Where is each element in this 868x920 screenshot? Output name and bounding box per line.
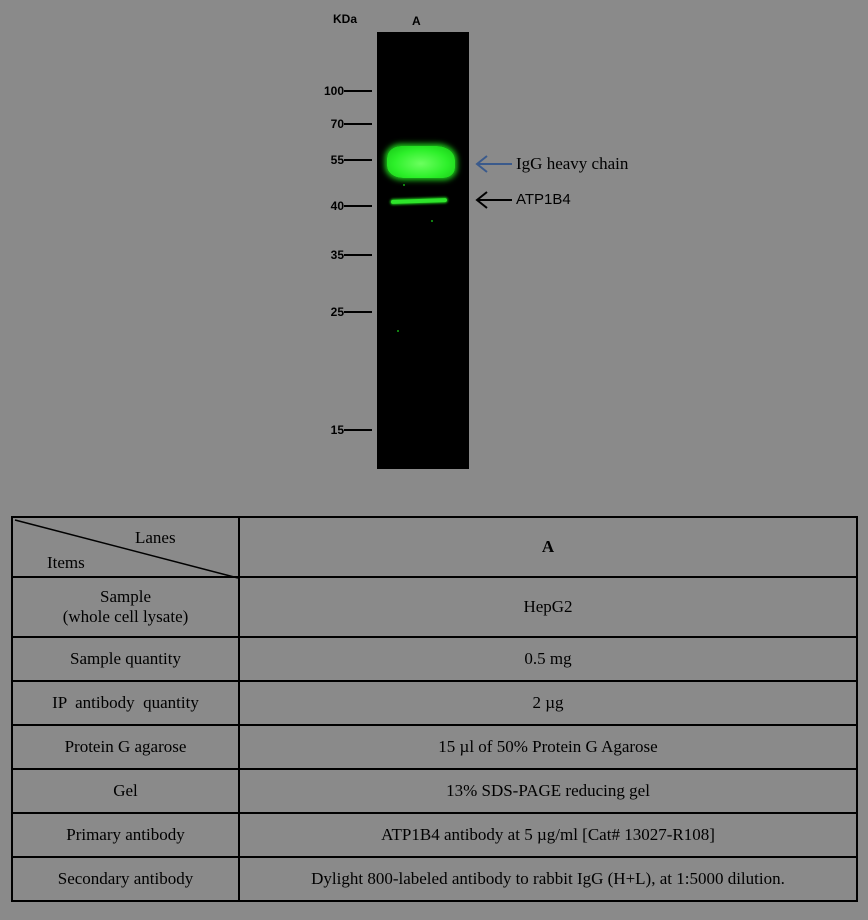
table-header-row [12,517,857,577]
marker-label: 25 [330,305,344,319]
row-item: Gel [12,769,239,813]
table-row [12,637,857,681]
lanes-items-header [12,517,239,577]
row-value: ATP1B4 antibody at 5 µg/ml [Cat# 13027-R108] [239,813,857,857]
lanes-header: Lanes [135,528,176,547]
lane-a-header: A [239,517,857,577]
marker-70 [300,117,372,131]
marker-25 [300,305,372,319]
kda-unit-label: KDa [333,12,358,26]
igg-heavy-chain-band [387,146,455,178]
lane-a-label: A [412,14,421,28]
marker-tick [344,123,372,125]
row-item: IP antibody quantity [12,681,239,725]
marker-40 [300,199,372,213]
row-value: Dylight 800-labeled antibody to rabbit IgG (H+L), at 1:5000 dilution. [239,857,857,901]
marker-label: 100 [323,84,344,98]
row-item-line: Sample [100,587,151,606]
items-header: Items [47,553,85,572]
heavy-chain-label: IgG heavy chain [516,154,629,173]
row-item: Protein G agarose [12,725,239,769]
arrow-left-icon [474,154,514,174]
row-value: 0.5 mg [239,637,857,681]
marker-100 [300,84,372,98]
marker-55 [300,153,372,167]
marker-tick [344,205,372,207]
membrane-speck [397,330,399,332]
marker-label: 15 [330,423,344,437]
marker-label: 40 [330,199,344,213]
row-value: 2 µg [239,681,857,725]
marker-tick [344,429,372,431]
marker-tick [344,90,372,92]
marker-tick [344,254,372,256]
row-item: Secondary antibody [12,857,239,901]
row-value: 13% SDS-PAGE reducing gel [239,769,857,813]
marker-tick [344,159,372,161]
atp1b4-band [391,198,447,204]
marker-label: 35 [330,248,344,262]
table-row [12,769,857,813]
row-item: Primary antibody [12,813,239,857]
target-label: ATP1B4 [516,191,571,208]
table-row [12,725,857,769]
marker-tick [344,311,372,313]
experiment-details-table [11,516,858,902]
membrane-speck [403,184,405,186]
marker-label: 70 [330,117,344,131]
membrane-speck [431,220,433,222]
marker-35 [300,248,372,262]
row-item-line: (whole cell lysate) [62,607,189,626]
row-item [12,577,239,637]
marker-label: 55 [330,153,344,167]
blot-membrane [377,32,469,469]
table-row [12,813,857,857]
table-row [12,681,857,725]
table-row [12,577,857,637]
marker-15 [300,423,372,437]
row-value: HepG2 [239,577,857,637]
row-item: Sample quantity [12,637,239,681]
arrow-left-icon [474,190,514,210]
row-value: 15 µl of 50% Protein G Agarose [239,725,857,769]
table-row [12,857,857,901]
